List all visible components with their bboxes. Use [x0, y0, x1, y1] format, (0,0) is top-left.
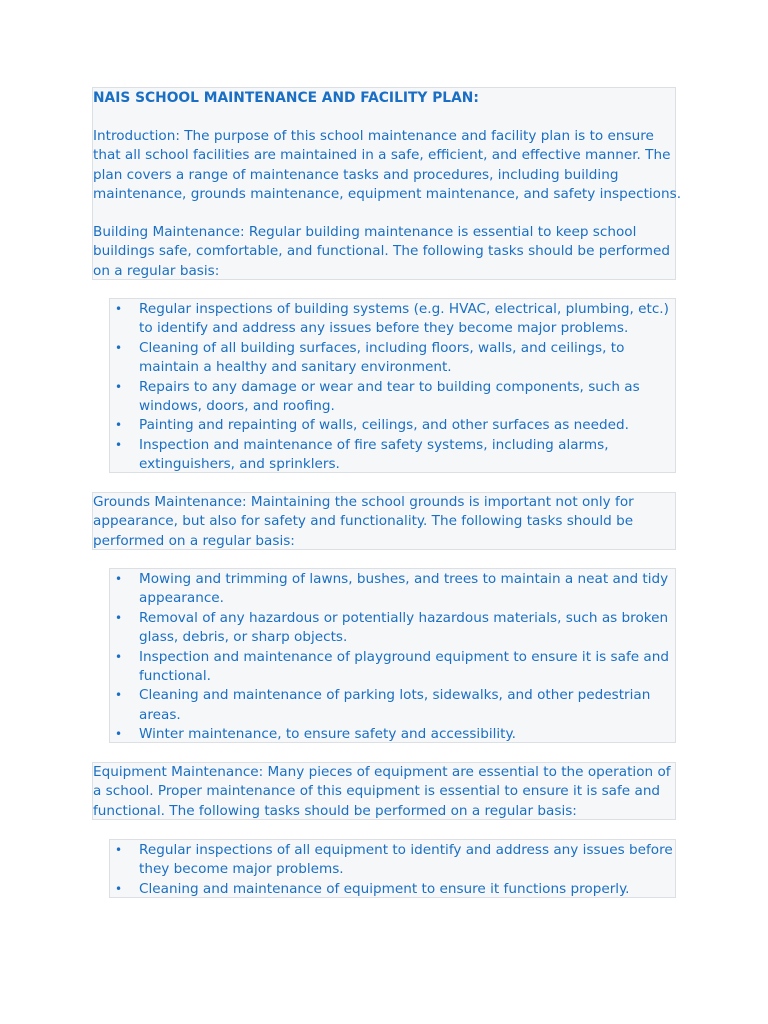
list-item: [115, 378, 669, 417]
list-item-text: functional.: [139, 668, 211, 685]
paragraph-line: functional. The following tasks should be performed on a regular basis:: [93, 802, 577, 819]
grounds-task-list: [115, 570, 669, 745]
list-item-text: Cleaning of all building surfaces, including floors, walls, and ceilings, to: [139, 339, 625, 356]
list-item-text: to identify and address any issues before they become major problems.: [139, 320, 629, 337]
bullet-icon: •: [115, 340, 123, 355]
list-item-text: glass, debris, or sharp objects.: [139, 629, 348, 646]
equipment-intro-paragraph: [93, 763, 671, 821]
list-item-text: Painting and repainting of walls, ceilings, and other surfaces as needed.: [139, 417, 629, 434]
paragraph-line: that all school facilities are maintained in a safe, efficient, and effective manner. The: [93, 147, 671, 164]
list-item: [115, 880, 673, 899]
list-item-text: extinguishers, and sprinklers.: [139, 456, 340, 473]
paragraph-line: maintenance, grounds maintenance, equipment maintenance, and safety inspections.: [93, 186, 682, 203]
bullet-icon: •: [115, 572, 123, 586]
list-item-text: appearance.: [139, 590, 224, 607]
building-intro-paragraph: [93, 223, 670, 281]
list-item-text: Repairs to any damage or wear and tear to building components, such as: [139, 378, 640, 395]
list-item: [115, 841, 673, 880]
list-item: [115, 648, 669, 687]
list-item-text: they become major problems.: [139, 861, 344, 878]
list-item-text: Inspection and maintenance of fire safety systems, including alarms,: [139, 436, 609, 453]
paragraph-line: Equipment Maintenance: Many pieces of equipment are essential to the operation of: [93, 764, 671, 780]
building-task-list: [115, 300, 669, 475]
list-item: [115, 416, 669, 435]
paragraph-line: appearance, but also for safety and functionality. The following tasks should be: [93, 513, 634, 530]
equipment-task-list: [115, 841, 673, 899]
bullet-icon: •: [115, 649, 123, 664]
list-item-text: Regular inspections of all equipment to identify and address any issues before: [139, 842, 673, 858]
list-item: [115, 300, 669, 339]
list-item-text: windows, doors, and roofing.: [139, 398, 335, 415]
list-item-text: Inspection and maintenance of playground equipment to ensure it is safe and: [139, 648, 669, 665]
bullet-icon: •: [115, 418, 123, 433]
list-item: [115, 339, 669, 378]
list-item-text: Removal of any hazardous or potentially hazardous materials, such as broken: [139, 609, 669, 626]
list-item-text: areas.: [139, 706, 181, 723]
grounds-intro-paragraph: [93, 493, 634, 551]
list-item: [115, 609, 669, 648]
list-item-text: Mowing and trimming of lawns, bushes, and trees to maintain a neat and tidy: [139, 571, 669, 587]
paragraph-line: buildings safe, comfortable, and functional. The following tasks should be performed: [93, 243, 671, 260]
list-item: [115, 570, 669, 609]
bullet-icon: •: [115, 437, 123, 452]
bullet-icon: •: [115, 843, 123, 857]
paragraph-line: Grounds Maintenance: Maintaining the school grounds is important not only for: [93, 494, 634, 510]
list-item: [115, 725, 669, 744]
list-item-text: Regular inspections of building systems (e.g. HVAC, electrical, plumbing, etc.): [139, 301, 669, 317]
paragraph-line: performed on a regular basis:: [93, 532, 295, 549]
bullet-icon: •: [115, 379, 123, 394]
list-item-text: maintain a healthy and sanitary environment.: [139, 359, 452, 376]
paragraph-line: a school. Proper maintenance of this equipment is essential to ensure it is safe and: [93, 783, 661, 800]
document-title: NAIS SCHOOL MAINTENANCE AND FACILITY PLAN:: [93, 90, 479, 106]
paragraph-line: on a regular basis:: [93, 262, 220, 279]
paragraph-line: Building Maintenance: Regular building maintenance is essential to keep school: [93, 224, 637, 240]
paragraph-line: plan covers a range of maintenance tasks and procedures, including building: [93, 166, 619, 183]
bullet-icon: •: [115, 688, 123, 703]
list-item-text: Winter maintenance, to ensure safety and accessibility.: [139, 726, 516, 743]
bullet-icon: •: [115, 610, 123, 625]
list-item: [115, 686, 669, 725]
bullet-icon: •: [115, 881, 123, 896]
paragraph-line: Introduction: The purpose of this school maintenance and facility plan is to ensure: [93, 128, 654, 144]
bullet-icon: •: [115, 727, 123, 742]
introduction-paragraph: [93, 127, 681, 205]
list-item-text: Cleaning and maintenance of parking lots, sidewalks, and other pedestrian: [139, 687, 651, 704]
list-item: [115, 436, 669, 475]
list-item-text: Cleaning and maintenance of equipment to ensure it functions properly.: [139, 880, 630, 897]
bullet-icon: •: [115, 302, 123, 316]
